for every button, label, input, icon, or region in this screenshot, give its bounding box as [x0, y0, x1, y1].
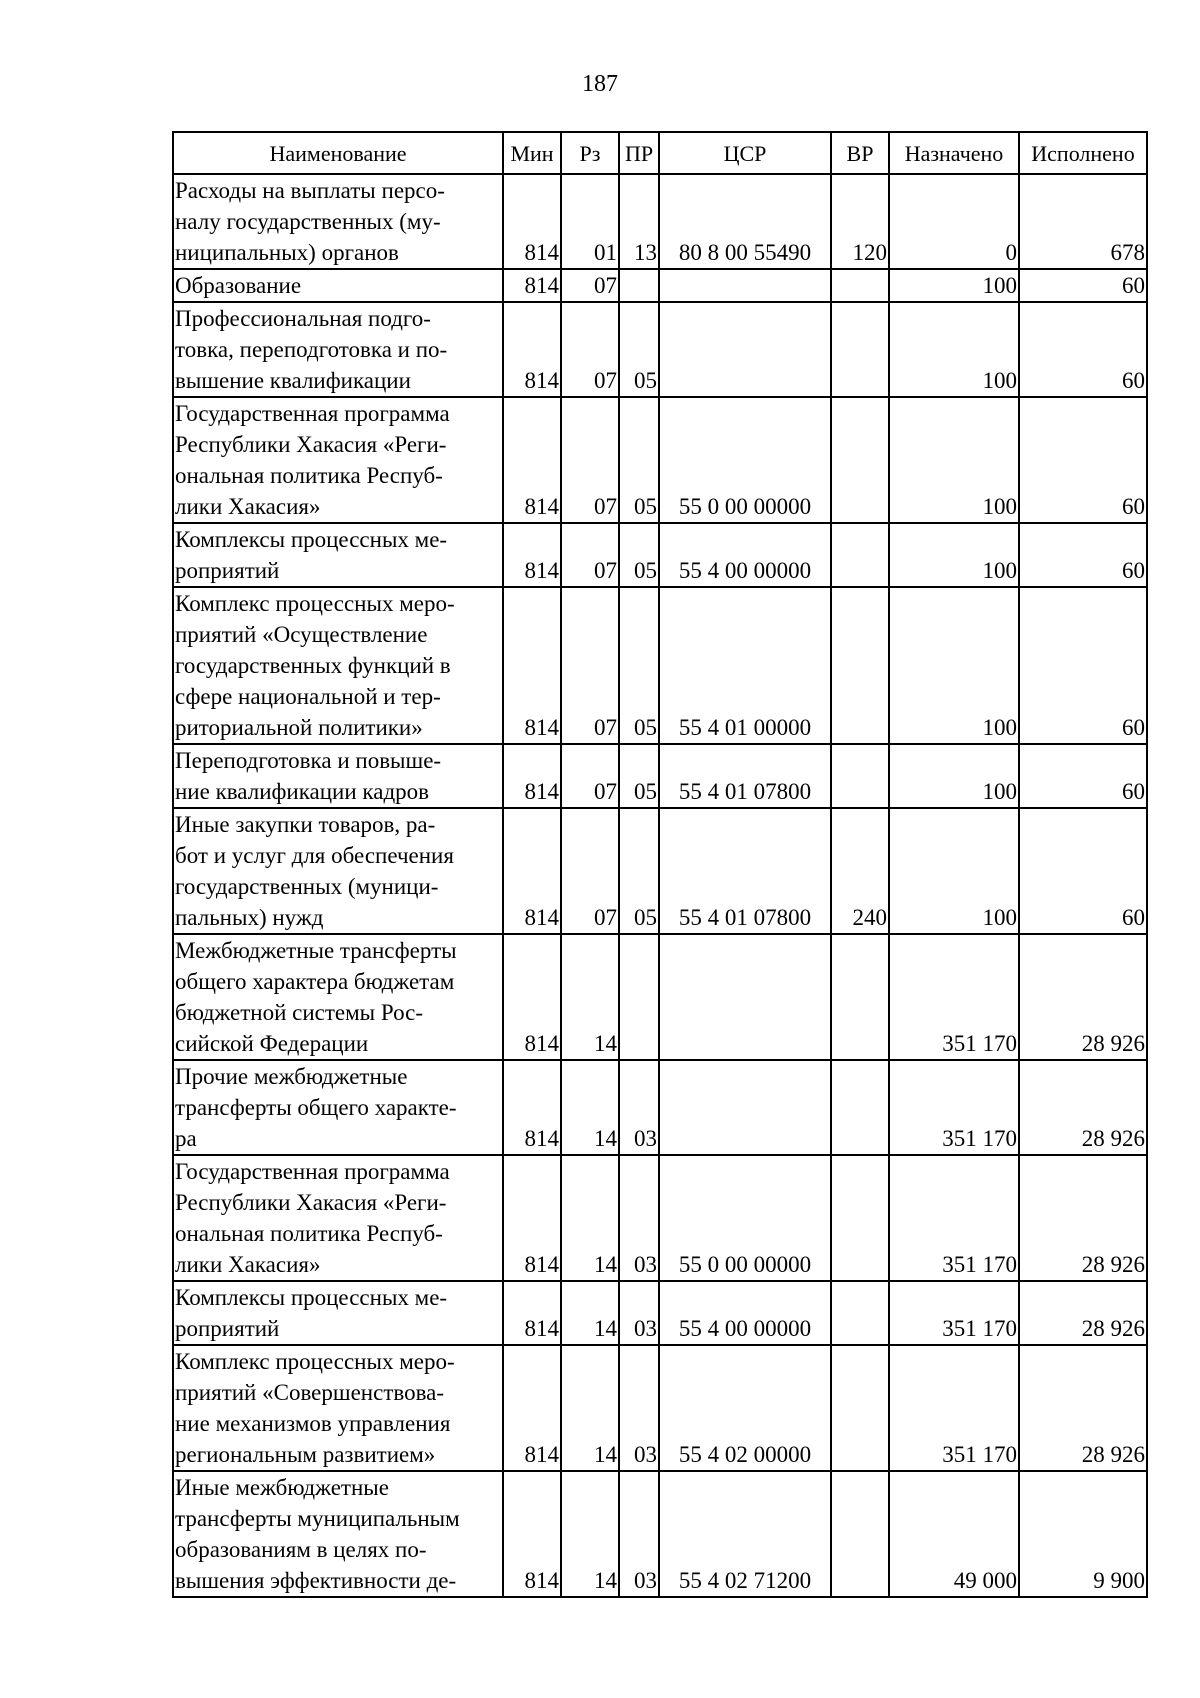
cell-csr: 55 4 01 00000	[659, 587, 831, 744]
cell-vr: 240	[831, 808, 889, 934]
cell-assigned: 0	[889, 174, 1019, 269]
cell-min: 814	[503, 744, 561, 808]
cell-name-line: региональным развитием»	[175, 1442, 436, 1467]
cell-name-line: Республики Хакасия «Реги-	[175, 1190, 447, 1215]
cell-name-line: образованиям в целях по-	[175, 1537, 427, 1562]
cell-pr: 05	[619, 744, 659, 808]
table-row	[173, 1155, 1147, 1281]
cell-pr	[619, 934, 659, 1060]
cell-csr: 55 4 02 00000	[659, 1345, 831, 1471]
cell-rz: 14	[561, 1345, 619, 1471]
cell-csr: 55 4 00 00000	[659, 1281, 831, 1345]
cell-rz: 14	[561, 1060, 619, 1155]
cell-csr: 55 4 02 71200	[659, 1471, 831, 1597]
cell-name-line: ние квалификации кадров	[175, 779, 430, 804]
cell-pr: 05	[619, 397, 659, 523]
cell-csr	[659, 269, 831, 302]
cell-min: 814	[503, 808, 561, 934]
cell-name-line: вышение квалификации	[175, 368, 411, 393]
table-row	[173, 808, 1147, 934]
cell-name-line: пальных) нужд	[175, 905, 324, 930]
header-name: Наименование	[173, 132, 503, 174]
cell-name	[173, 587, 503, 744]
cell-name	[173, 744, 503, 808]
cell-vr	[831, 397, 889, 523]
table-row	[173, 1471, 1147, 1597]
cell-assigned: 100	[889, 269, 1019, 302]
cell-assigned: 351 170	[889, 1345, 1019, 1471]
cell-name	[173, 934, 503, 1060]
cell-min: 814	[503, 1345, 561, 1471]
header-csr: ЦСР	[659, 132, 831, 174]
cell-name-line: Расходы на выплаты персо-	[175, 178, 445, 203]
cell-name-line: приятий «Осуществление	[175, 622, 428, 647]
table-row	[173, 302, 1147, 397]
header-rz: Рз	[561, 132, 619, 174]
cell-pr: 03	[619, 1471, 659, 1597]
cell-csr	[659, 934, 831, 1060]
table-row	[173, 523, 1147, 587]
cell-vr	[831, 269, 889, 302]
cell-name-line: Иные закупки товаров, ра-	[175, 812, 436, 837]
cell-name	[173, 397, 503, 523]
cell-name-line: государственных (муници-	[175, 874, 439, 899]
cell-assigned: 351 170	[889, 934, 1019, 1060]
cell-rz: 07	[561, 397, 619, 523]
cell-min: 814	[503, 523, 561, 587]
cell-name-line: риториальной политики»	[175, 715, 423, 740]
cell-csr	[659, 1060, 831, 1155]
cell-rz: 07	[561, 808, 619, 934]
cell-assigned: 100	[889, 744, 1019, 808]
cell-name-line: ниципальных) органов	[175, 240, 399, 265]
table-row	[173, 397, 1147, 523]
cell-vr	[831, 1060, 889, 1155]
cell-name-line: ональная политика Респуб-	[175, 1221, 443, 1246]
cell-name-line: лики Хакасия»	[175, 494, 321, 519]
cell-name-line: государственных функций в	[175, 653, 451, 678]
cell-pr: 03	[619, 1281, 659, 1345]
cell-name-line: Образование	[175, 273, 302, 298]
cell-name	[173, 269, 503, 302]
header-executed: Исполнено	[1019, 132, 1147, 174]
cell-name-line: Государственная программа	[175, 1159, 450, 1184]
cell-assigned: 100	[889, 302, 1019, 397]
cell-name-line: роприятий	[175, 558, 280, 583]
cell-min: 814	[503, 302, 561, 397]
table-row	[173, 744, 1147, 808]
cell-executed: 28 926	[1019, 1155, 1147, 1281]
cell-name-line: налу государственных (му-	[175, 209, 441, 234]
budget-table	[172, 131, 1148, 1598]
cell-executed: 60	[1019, 744, 1147, 808]
cell-rz: 01	[561, 174, 619, 269]
cell-pr: 03	[619, 1345, 659, 1471]
cell-name-line: товка, переподготовка и по-	[175, 337, 448, 362]
cell-vr	[831, 302, 889, 397]
cell-executed: 678	[1019, 174, 1147, 269]
cell-name	[173, 1345, 503, 1471]
cell-pr: 03	[619, 1155, 659, 1281]
header-assigned: Назначено	[889, 132, 1019, 174]
cell-min: 814	[503, 1471, 561, 1597]
cell-vr	[831, 1155, 889, 1281]
cell-name-line: трансферты общего характе-	[175, 1095, 457, 1120]
cell-executed: 60	[1019, 587, 1147, 744]
cell-name	[173, 1060, 503, 1155]
cell-csr: 55 4 00 00000	[659, 523, 831, 587]
cell-name-line: Межбюджетные трансферты	[175, 938, 457, 963]
cell-vr	[831, 934, 889, 1060]
cell-assigned: 100	[889, 523, 1019, 587]
cell-rz: 07	[561, 744, 619, 808]
cell-executed: 60	[1019, 808, 1147, 934]
cell-name-line: приятий «Совершенствова-	[175, 1380, 445, 1405]
cell-pr: 03	[619, 1060, 659, 1155]
cell-executed: 28 926	[1019, 1345, 1147, 1471]
cell-rz: 07	[561, 269, 619, 302]
page-number: 187	[582, 71, 618, 97]
cell-assigned: 100	[889, 587, 1019, 744]
cell-rz: 07	[561, 302, 619, 397]
cell-executed: 60	[1019, 397, 1147, 523]
cell-executed: 60	[1019, 523, 1147, 587]
cell-min: 814	[503, 1155, 561, 1281]
cell-name-line: ональная политика Респуб-	[175, 463, 443, 488]
cell-vr	[831, 1345, 889, 1471]
cell-pr: 05	[619, 808, 659, 934]
cell-csr: 55 0 00 00000	[659, 397, 831, 523]
cell-executed: 9 900	[1019, 1471, 1147, 1597]
cell-name-line: Государственная программа	[175, 401, 450, 426]
cell-min: 814	[503, 174, 561, 269]
table-row	[173, 1345, 1147, 1471]
cell-pr: 05	[619, 523, 659, 587]
table-row	[173, 1281, 1147, 1345]
cell-rz: 14	[561, 1471, 619, 1597]
cell-name-line: общего характера бюджетам	[175, 969, 455, 994]
cell-rz: 14	[561, 934, 619, 1060]
cell-csr: 55 4 01 07800	[659, 808, 831, 934]
table-header-row	[173, 132, 1147, 174]
cell-min: 814	[503, 397, 561, 523]
cell-name	[173, 523, 503, 587]
header-vr: ВР	[831, 132, 889, 174]
cell-name-line: бот и услуг для обеспечения	[175, 843, 454, 868]
cell-assigned: 100	[889, 397, 1019, 523]
cell-rz: 07	[561, 587, 619, 744]
cell-assigned: 351 170	[889, 1060, 1019, 1155]
cell-rz: 14	[561, 1155, 619, 1281]
cell-assigned: 351 170	[889, 1281, 1019, 1345]
cell-name-line: Комплекс процессных меро-	[175, 591, 455, 616]
cell-vr	[831, 1281, 889, 1345]
header-min: Мин	[503, 132, 561, 174]
cell-name-line: ра	[175, 1126, 197, 1151]
cell-csr: 80 8 00 55490	[659, 174, 831, 269]
table-row	[173, 587, 1147, 744]
cell-name	[173, 1471, 503, 1597]
cell-name	[173, 174, 503, 269]
cell-name-line: Комплексы процессных ме-	[175, 1285, 448, 1310]
cell-vr	[831, 744, 889, 808]
cell-assigned: 351 170	[889, 1155, 1019, 1281]
cell-assigned: 100	[889, 808, 1019, 934]
cell-name	[173, 302, 503, 397]
cell-name-line: лики Хакасия»	[175, 1252, 321, 1277]
cell-name-line: Иные межбюджетные	[175, 1475, 389, 1500]
cell-rz: 07	[561, 523, 619, 587]
cell-csr: 55 0 00 00000	[659, 1155, 831, 1281]
cell-name	[173, 808, 503, 934]
cell-min: 814	[503, 1281, 561, 1345]
cell-executed: 28 926	[1019, 1060, 1147, 1155]
table-row	[173, 269, 1147, 302]
cell-csr: 55 4 01 07800	[659, 744, 831, 808]
cell-name-line: вышения эффективности де-	[175, 1568, 457, 1593]
cell-name-line: Переподготовка и повыше-	[175, 748, 442, 773]
cell-min: 814	[503, 1060, 561, 1155]
cell-name-line: трансферты муниципальным	[175, 1506, 460, 1531]
cell-vr: 120	[831, 174, 889, 269]
cell-vr	[831, 587, 889, 744]
cell-name-line: ние механизмов управления	[175, 1411, 451, 1436]
header-pr: ПР	[619, 132, 659, 174]
table-row	[173, 1060, 1147, 1155]
cell-min: 814	[503, 587, 561, 744]
cell-executed: 60	[1019, 302, 1147, 397]
cell-assigned: 49 000	[889, 1471, 1019, 1597]
cell-executed: 28 926	[1019, 1281, 1147, 1345]
cell-vr	[831, 523, 889, 587]
cell-executed: 60	[1019, 269, 1147, 302]
cell-name-line: Республики Хакасия «Реги-	[175, 432, 447, 457]
cell-name-line: Прочие межбюджетные	[175, 1064, 408, 1089]
cell-csr	[659, 302, 831, 397]
cell-rz: 14	[561, 1281, 619, 1345]
cell-pr: 05	[619, 587, 659, 744]
cell-pr: 05	[619, 302, 659, 397]
cell-name-line: Комплекс процессных меро-	[175, 1349, 455, 1374]
table-body	[173, 174, 1147, 1597]
cell-executed: 28 926	[1019, 934, 1147, 1060]
table-row	[173, 934, 1147, 1060]
table-row	[173, 174, 1147, 269]
cell-vr	[831, 1471, 889, 1597]
cell-name-line: сфере национальной и тер-	[175, 684, 441, 709]
cell-name-line: роприятий	[175, 1316, 280, 1341]
cell-name-line: сийской Федерации	[175, 1031, 369, 1056]
cell-pr: 13	[619, 174, 659, 269]
cell-min: 814	[503, 269, 561, 302]
cell-name	[173, 1155, 503, 1281]
cell-min: 814	[503, 934, 561, 1060]
cell-name-line: бюджетной системы Рос-	[175, 1000, 424, 1025]
cell-name	[173, 1281, 503, 1345]
cell-pr	[619, 269, 659, 302]
cell-name-line: Комплексы процессных ме-	[175, 527, 448, 552]
cell-name-line: Профессиональная подго-	[175, 306, 431, 331]
